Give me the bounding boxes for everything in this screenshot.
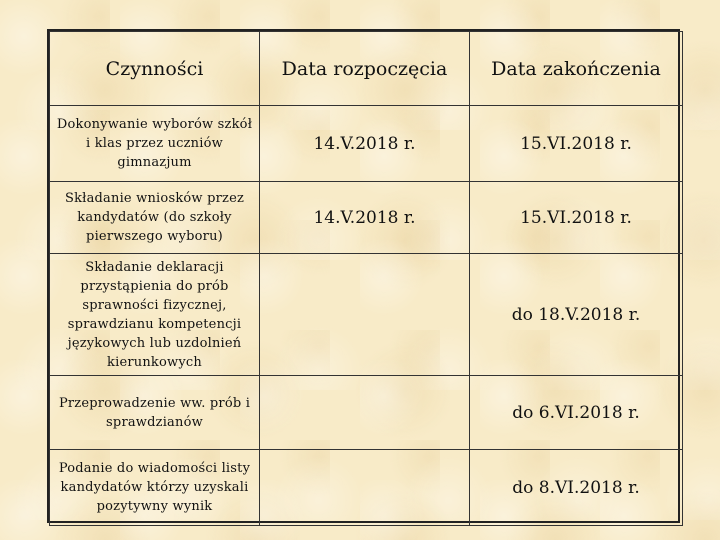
row-end-date: 15.VI.2018 r.	[470, 106, 683, 182]
row-end-date: do 18.V.2018 r.	[470, 254, 683, 376]
row-end-date: do 8.VI.2018 r.	[470, 450, 683, 526]
row-activity: Składanie deklaracji przystąpienia do prób sprawności fizycznej, sprawdzianu kompetencji językowych lub uzdolnień kierunkowych	[50, 254, 260, 376]
table-row	[50, 182, 683, 254]
table-row	[50, 106, 683, 182]
row-end-date: 15.VI.2018 r.	[470, 182, 683, 254]
row-activity: Składanie wniosków przez kandydatów (do szkoły pierwszego wyboru)	[50, 182, 260, 254]
row-activity: Podanie do wiadomości listy kandydatów którzy uzyskali pozytywny wynik	[50, 450, 260, 526]
schedule-table-frame	[47, 29, 680, 523]
row-start-date	[260, 376, 470, 450]
row-start-date	[260, 450, 470, 526]
header-activity: Czynności	[50, 32, 260, 106]
table-row	[50, 376, 683, 450]
table-row	[50, 254, 683, 376]
row-end-date: do 6.VI.2018 r.	[470, 376, 683, 450]
row-start-date: 14.V.2018 r.	[260, 182, 470, 254]
row-activity: Przeprowadzenie ww. prób i sprawdzianów	[50, 376, 260, 450]
row-activity: Dokonywanie wyborów szkół i klas przez uczniów gimnazjum	[50, 106, 260, 182]
table-row	[50, 450, 683, 526]
header-start-date: Data rozpoczęcia	[260, 32, 470, 106]
row-start-date	[260, 254, 470, 376]
table-header-row	[50, 32, 683, 106]
row-start-date: 14.V.2018 r.	[260, 106, 470, 182]
schedule-table	[49, 31, 683, 526]
header-end-date: Data zakończenia	[470, 32, 683, 106]
